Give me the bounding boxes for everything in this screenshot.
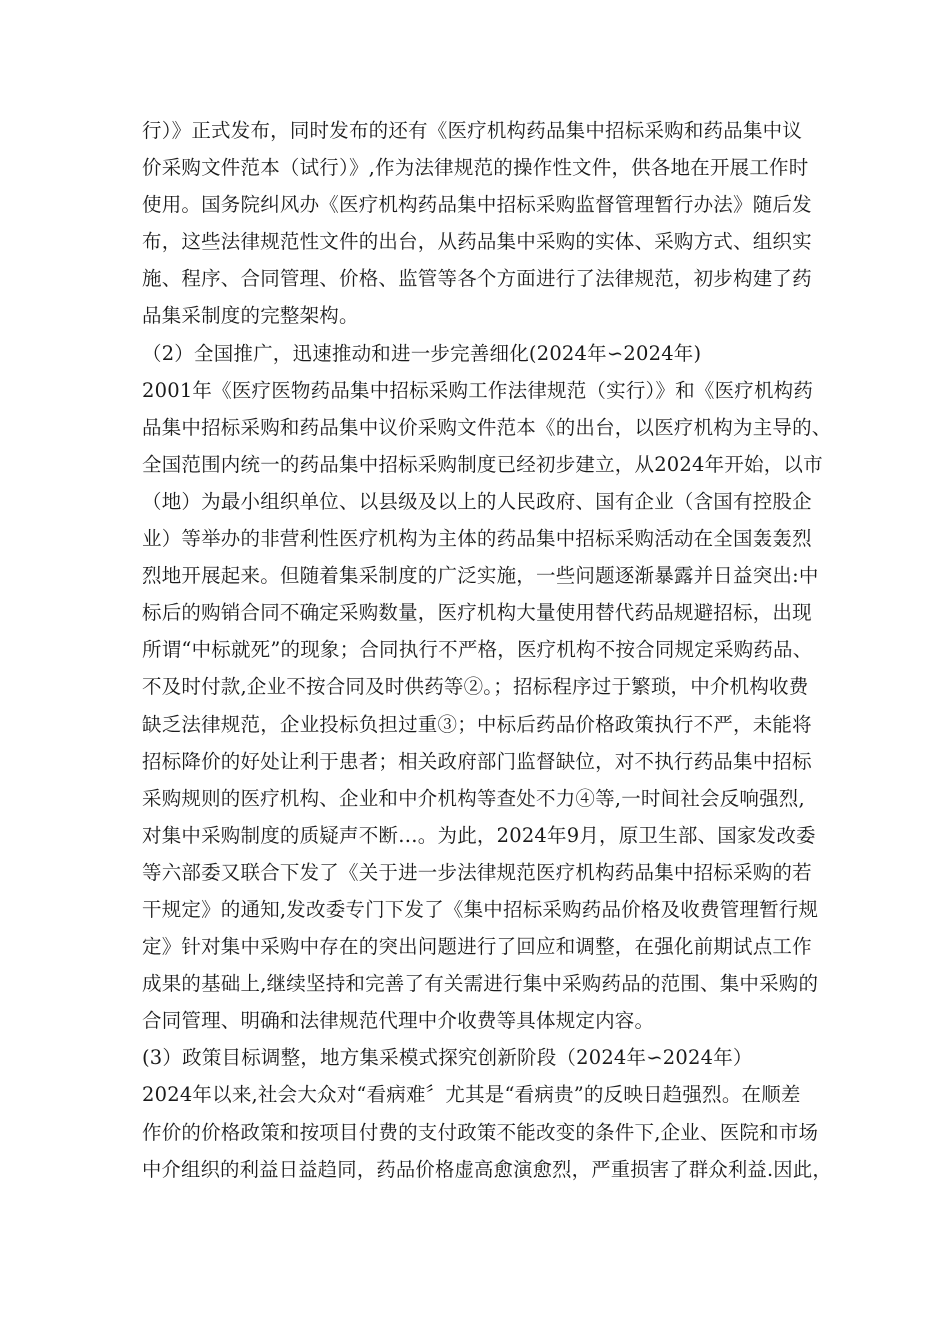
- text-line: 全国范围内统一的药品集中招标采购制度已经初步建立，从2024年开始，以市: [142, 452, 823, 476]
- text-line: 中介组织的利益日益趋同，药品价格虚高愈演愈烈，严重损害了群众利益.因此，: [142, 1157, 832, 1181]
- text-line: 2001年《医疗医物药品集中招标采购工作法律规范（实行）》和《医疗机构药: [142, 378, 814, 402]
- text-line: 施、程序、合同管理、价格、监管等各个方面进行了法律规范，初步构建了药: [142, 267, 812, 291]
- text-line: （地）为最小组织单位、以县级及以上的人民政府、国有企业（含国有控股企: [142, 489, 812, 513]
- text-line: 2024年以来,社会大众对“看病难〞尤其是“看病贵”的反映日趋强烈。在顺差: [142, 1083, 801, 1107]
- text-line: 对集中采购制度的质疑声不断…。为此，2024年9月，原卫生部、国家发改委: [142, 823, 816, 847]
- text-line: 价采购文件范本（试行）》,作为法律规范的操作性文件，供各地在开展工作时: [142, 156, 809, 180]
- text-line: 布，这些法律规范性文件的出台，从药品集中采购的实体、采购方式、组织实: [142, 230, 812, 254]
- text-line: 品集采制度的完整架构。: [142, 304, 359, 328]
- text-line: 成果的基础上,继续坚持和完善了有关需进行集中采购药品的范围、集中采购的: [142, 972, 819, 996]
- text-line: 所谓“中标就死”的现象；合同执行不严格，医疗机构不按合同规定采购药品、: [142, 638, 813, 662]
- text-line: 合同管理、明确和法律规范代理中介收费等具体规定内容。: [142, 1009, 655, 1033]
- text-line: 定》针对集中采购中存在的突出问题进行了回应和调整，在强化前期试点工作: [142, 935, 812, 959]
- text-line: 行）》正式发布，同时发布的还有《医疗机构药品集中招标采购和药品集中议: [142, 119, 803, 142]
- text-line: 作价的价格政策和按项目付费的支付政策不能改变的条件下,企业、医院和市场: [142, 1120, 819, 1144]
- body-text: [142, 112, 832, 1188]
- text-line: 缺乏法律规范，企业投标负担过重③；中标后药品价格政策执行不严，未能将: [142, 712, 812, 736]
- text-line: 烈地开展起来。但随着集采制度的广泛实施，一些问题逐渐暴露并日益突出:中: [142, 564, 819, 588]
- text-line: 使用。国务院纠风办《医疗机构药品集中招标采购监督管理暂行办法》随后发: [142, 193, 812, 217]
- text-line: 不及时付款,企业不按合同及时供药等②。；招标程序过于繁琐，中介机构收费: [142, 675, 809, 699]
- section-heading: (3）政策目标调整，地方集采模式探究创新阶段（2024年∽2024年）: [142, 1046, 753, 1070]
- section-heading: （2）全国推广，迅速推动和进一步完善细化(2024年∽2024年): [142, 341, 702, 365]
- text-line: 等六部委又联合下发了《关于进一步法律规范医疗机构药品集中招标采购的若: [142, 860, 812, 884]
- text-line: 干规定》的通知,发改委专门下发了《集中招标采购药品价格及收费管理暂行规: [142, 897, 819, 921]
- text-line: 采购规则的医疗机构、企业和中介机构等查处不力④等,一时间社会反响强烈,: [142, 786, 805, 810]
- text-line: 业）等举办的非营利性医疗机构为主体的药品集中招标采购活动在全国轰轰烈: [142, 527, 812, 551]
- text-line: 品集中招标采购和药品集中议价采购文件范本《的出台，以医疗机构为主导的、: [142, 415, 832, 439]
- text-line: 招标降价的好处让利于患者；相关政府部门监督缺位，对不执行药品集中招标: [142, 749, 812, 773]
- text-line: 标后的购销合同不确定采购数量，医疗机构大量使用替代药品规避招标，出现: [142, 601, 812, 625]
